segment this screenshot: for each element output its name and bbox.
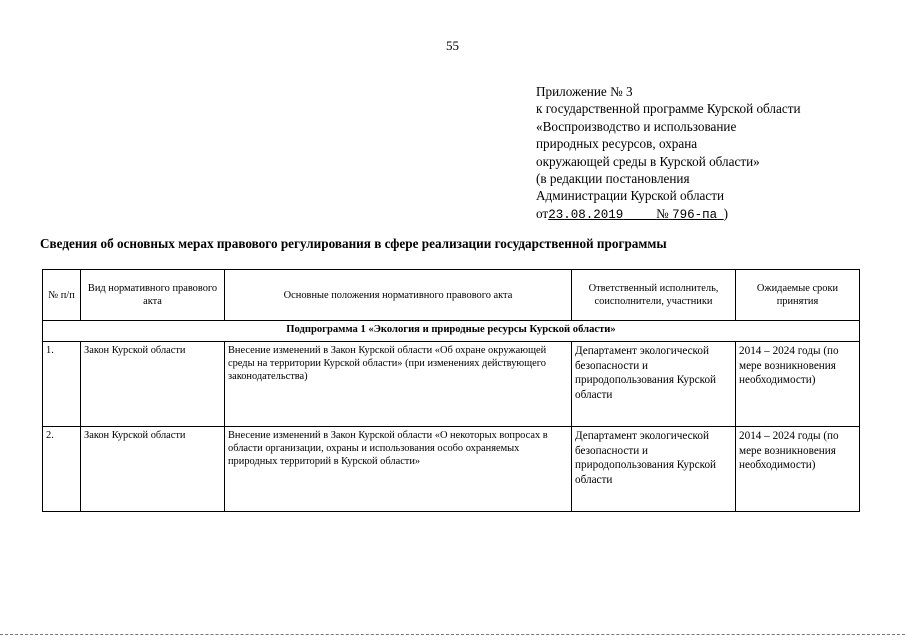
row-responsible: Департамент экологической безопасности и природопользования Курской области (572, 342, 736, 427)
closing-paren: ) (723, 205, 729, 221)
subprogram-title: Подпрограмма 1 «Экология и природные ресурсы Курской области» (43, 321, 860, 342)
row-provisions: Внесение изменений в Закон Курской области «О некоторых вопросах в области организации, охраны и использования особо охраняемых природных территорий в Курской области» (225, 427, 572, 512)
row-responsible: Департамент экологической безопасности и природопользования Курской области (572, 427, 736, 512)
row-act-type: Закон Курской области (81, 342, 225, 427)
table-row (43, 427, 860, 512)
header-deadline: Ожидаемые сроки принятия (736, 270, 860, 321)
table-row (43, 342, 860, 427)
number-field (669, 206, 724, 221)
appendix-block (536, 83, 876, 224)
row-number: 2. (43, 427, 81, 512)
row-deadline: 2014 – 2024 годы (по мере возникновения необходимости) (736, 342, 860, 427)
page-number: 55 (446, 38, 459, 53)
appendix-line: «Воспроизводство и использование (536, 118, 737, 134)
row-act-type: Закон Курской области (81, 427, 225, 512)
subprogram-row (43, 321, 860, 342)
appendix-line: к государственной программе Курской области (536, 101, 801, 117)
resolution-date-line (536, 205, 876, 224)
table-header-row (43, 270, 860, 321)
appendix-line: Администрации Курской области (536, 188, 725, 204)
appendix-line: окружающей среды в Курской области» (536, 153, 760, 169)
appendix-line: Приложение № 3 (536, 84, 633, 99)
resolution-number: 796-па (672, 207, 718, 222)
measures-table (42, 269, 860, 512)
header-number: № п/п (43, 270, 81, 321)
scan-edge-line (0, 634, 905, 635)
date-field (548, 206, 656, 221)
number-prefix: № (656, 205, 669, 221)
date-prefix: от (536, 205, 549, 221)
appendix-line: (в редакции постановления (536, 171, 690, 187)
section-title: Сведения об основных мерах правового регулирования в сфере реализации государственной программы (40, 236, 667, 251)
row-provisions: Внесение изменений в Закон Курской области «Об охране окружающей среды на территории Курской области» (при изменениях действующего законодательства) (225, 342, 572, 427)
row-deadline: 2014 – 2024 годы (по мере возникновения необходимости) (736, 427, 860, 512)
resolution-date: 23.08.2019 (548, 207, 624, 222)
row-number: 1. (43, 342, 81, 427)
header-provisions: Основные положения нормативного правового акта (225, 270, 572, 321)
appendix-line: природных ресурсов, охрана (536, 136, 698, 152)
header-act-type: Вид нормативного правового акта (81, 270, 225, 321)
header-responsible: Ответственный исполнитель, соисполнители, участники (572, 270, 736, 321)
